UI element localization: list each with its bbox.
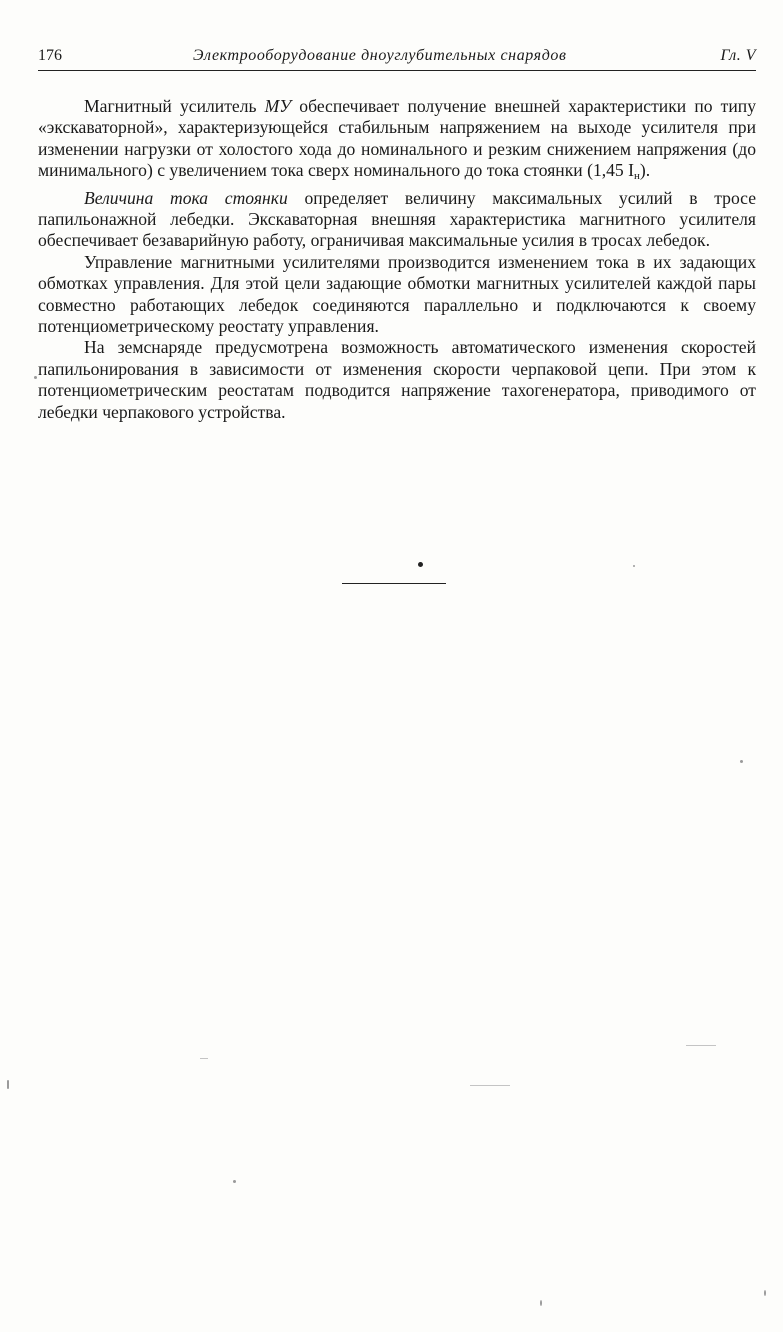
paragraph-2-emphasis: Величина тока стоянки — [84, 187, 288, 208]
scan-speck — [633, 565, 635, 567]
scan-speck — [233, 1180, 236, 1183]
scan-speck — [34, 376, 37, 379]
scan-speck — [540, 1300, 542, 1306]
section-end-dot — [418, 562, 423, 567]
scan-speck — [200, 1058, 208, 1059]
scan-speck — [740, 760, 743, 763]
paragraph-4: На земснаряде предусмотрена возможность автоматического изменения скоростей папильонирования в зависимости от изменения скорости черпаковой цепи. При этом к потенциометрическим реостатам подводится напряжение тахогенератора, приводимого от лебедки черпакового устройства. — [38, 337, 756, 422]
paragraph-1-lead: Магнитный усилитель — [84, 96, 265, 116]
running-title: Электрооборудование дноуглубительных снарядов — [193, 47, 567, 64]
paragraph-1-subscript: н — [634, 170, 640, 183]
paragraph-2-body: определяет величину максимальных усилий в тросе папильонажной лебедки. Экскаваторная внешняя характеристика магнитного усилителя обеспечивает безаварийную работу, ограничивая максимальные усилия в тросах лебедок. — [38, 187, 757, 251]
paragraph-3: Управление магнитными усилителями производится изменением тока в их задающих обмотках управления. Для этой цели задающие обмотки магнитных усилителей каждой пары совместно работающих лебедок соединяются параллельно и подключаются к своему потенциометрическому реостату управления. — [38, 251, 756, 337]
paragraph-1-abbreviation: МУ — [264, 96, 292, 116]
chapter-mark: Гл. V — [720, 47, 756, 64]
body-text — [38, 96, 756, 423]
scan-speck — [470, 1085, 510, 1086]
scan-speck — [764, 1290, 766, 1296]
page-number: 176 — [38, 47, 62, 64]
paragraph-2 — [38, 188, 756, 252]
header-rule — [38, 70, 756, 71]
section-end-rule — [342, 583, 446, 584]
scan-speck — [686, 1045, 716, 1046]
paragraph-1-tail: ). — [639, 160, 651, 181]
paragraph-1-body: обеспечивает получение внешней характеристики по типу «экскаваторной», характеризующейся стабильным напряжением на выходе усилителя при изменении нагрузки от холостого хода до номинального и резким снижением напряжения (до минимального) с увеличением тока сверх номинального до тока стоянки (1,45 I — [38, 96, 756, 181]
scan-speck — [7, 1080, 9, 1089]
running-head — [38, 44, 756, 68]
paragraph-1 — [38, 96, 756, 188]
